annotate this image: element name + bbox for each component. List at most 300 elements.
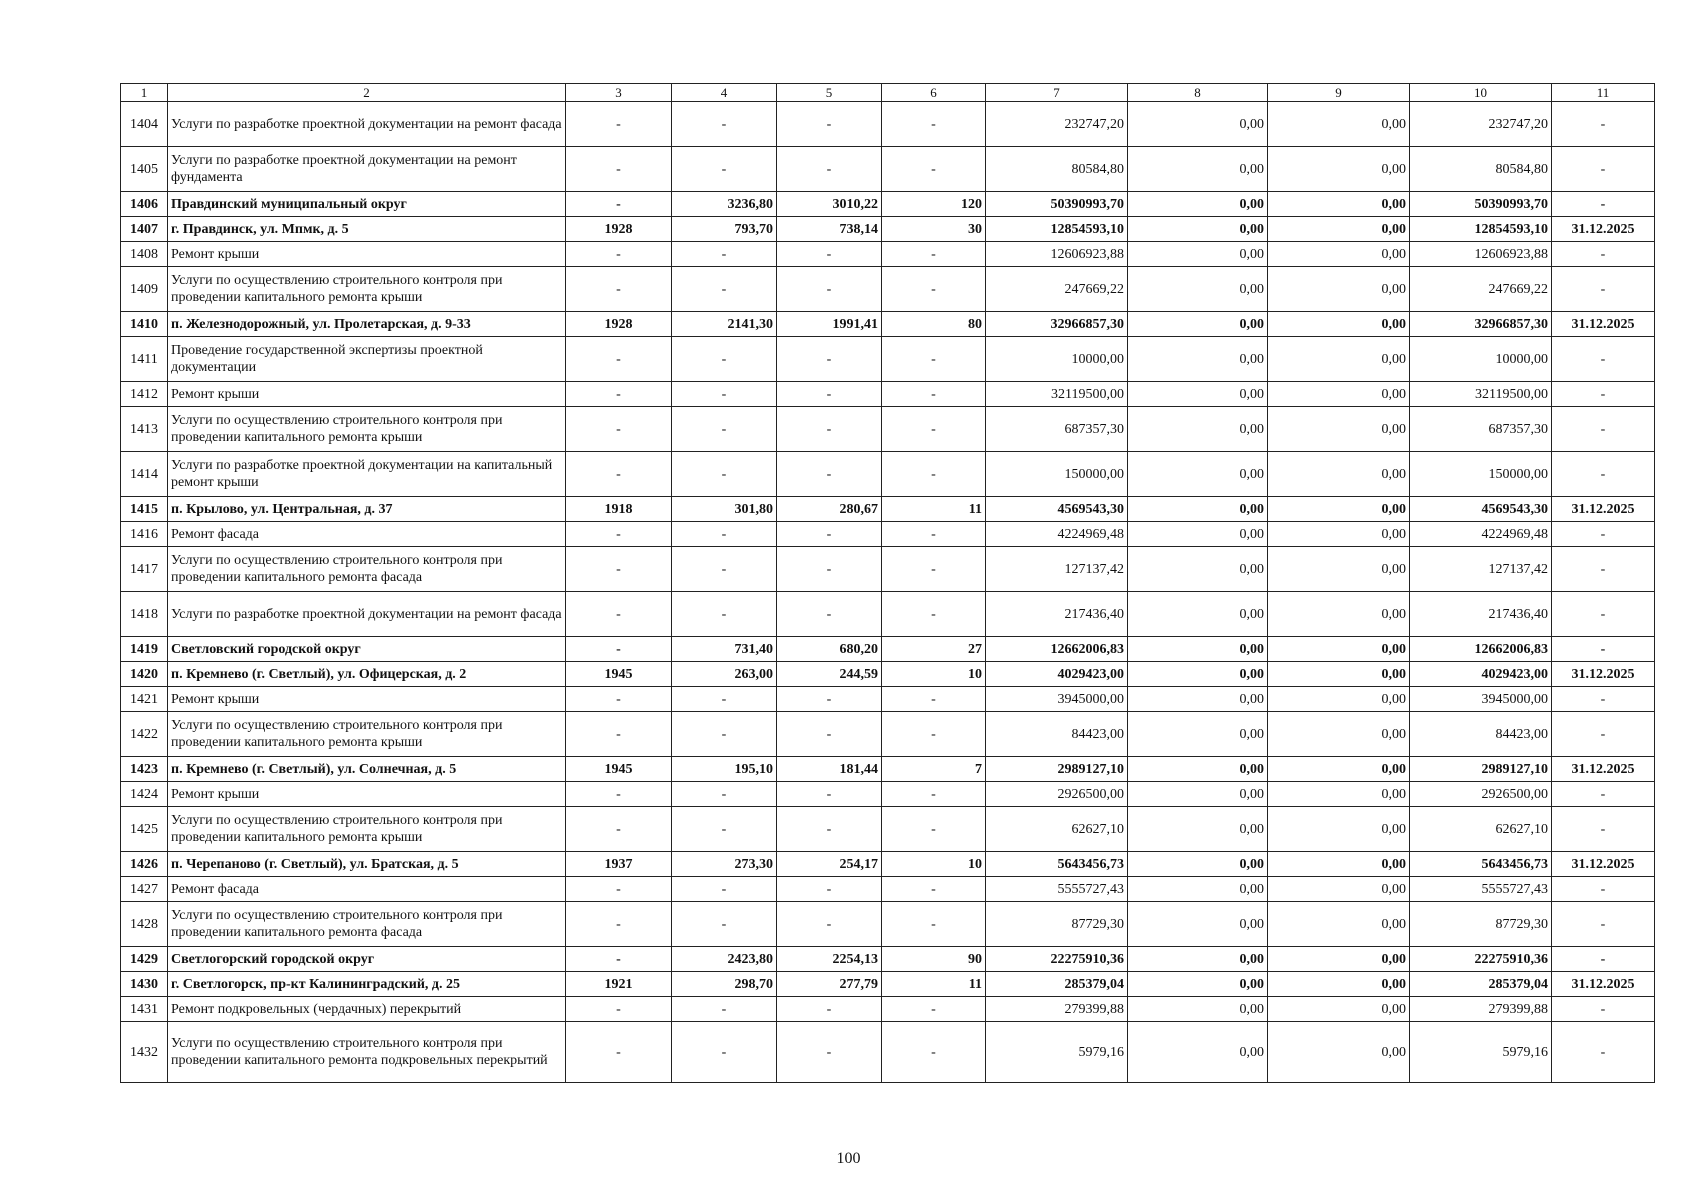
col11-cell: 31.12.2025: [1552, 497, 1655, 522]
item-name-cell: п. Кремнево (г. Светлый), ул. Офицерская, д. 2: [168, 662, 566, 687]
col3-cell: -: [566, 267, 672, 312]
col10-cell: 4029423,00: [1410, 662, 1552, 687]
row-number-cell: 1427: [121, 877, 168, 902]
col7-cell: 50390993,70: [986, 192, 1128, 217]
table-row: [121, 592, 1655, 637]
col6-cell: -: [882, 687, 986, 712]
col5-cell: -: [777, 337, 882, 382]
item-name-cell: Услуги по осуществлению строительного контроля при проведении капитального ремонта фасада: [168, 902, 566, 947]
col10-cell: 50390993,70: [1410, 192, 1552, 217]
col7-cell: 3945000,00: [986, 687, 1128, 712]
column-header: 7: [986, 84, 1128, 102]
col4-cell: 298,70: [672, 972, 777, 997]
col9-cell: 0,00: [1268, 242, 1410, 267]
table-row: [121, 147, 1655, 192]
table-row: [121, 217, 1655, 242]
col5-cell: -: [777, 382, 882, 407]
col9-cell: 0,00: [1268, 1022, 1410, 1083]
item-name-cell: п. Кремнево (г. Светлый), ул. Солнечная, д. 5: [168, 757, 566, 782]
col5-cell: 181,44: [777, 757, 882, 782]
col7-cell: 12606923,88: [986, 242, 1128, 267]
table-body: [121, 84, 1655, 1083]
item-name-cell: Ремонт фасада: [168, 522, 566, 547]
col4-cell: -: [672, 902, 777, 947]
table-row: [121, 192, 1655, 217]
col8-cell: 0,00: [1128, 592, 1268, 637]
table-row: [121, 242, 1655, 267]
col3-cell: 1945: [566, 757, 672, 782]
col10-cell: 5979,16: [1410, 1022, 1552, 1083]
col6-cell: -: [882, 547, 986, 592]
col9-cell: 0,00: [1268, 522, 1410, 547]
col7-cell: 12854593,10: [986, 217, 1128, 242]
col10-cell: 2926500,00: [1410, 782, 1552, 807]
col7-cell: 87729,30: [986, 902, 1128, 947]
col9-cell: 0,00: [1268, 267, 1410, 312]
col10-cell: 3945000,00: [1410, 687, 1552, 712]
col6-cell: -: [882, 337, 986, 382]
row-number-cell: 1425: [121, 807, 168, 852]
col3-cell: -: [566, 192, 672, 217]
col6-cell: -: [882, 382, 986, 407]
col4-cell: -: [672, 522, 777, 547]
col3-cell: -: [566, 782, 672, 807]
col11-cell: -: [1552, 782, 1655, 807]
col6-cell: -: [882, 592, 986, 637]
row-number-cell: 1420: [121, 662, 168, 687]
col10-cell: 2989127,10: [1410, 757, 1552, 782]
col3-cell: 1937: [566, 852, 672, 877]
table-row: [121, 407, 1655, 452]
col10-cell: 4224969,48: [1410, 522, 1552, 547]
col4-cell: -: [672, 687, 777, 712]
col7-cell: 4029423,00: [986, 662, 1128, 687]
table-row: [121, 312, 1655, 337]
col5-cell: 2254,13: [777, 947, 882, 972]
table-row: [121, 972, 1655, 997]
col8-cell: 0,00: [1128, 687, 1268, 712]
col9-cell: 0,00: [1268, 452, 1410, 497]
item-name-cell: Ремонт крыши: [168, 782, 566, 807]
item-name-cell: Ремонт подкровельных (чердачных) перекрытий: [168, 997, 566, 1022]
row-number-cell: 1421: [121, 687, 168, 712]
item-name-cell: Ремонт крыши: [168, 242, 566, 267]
col7-cell: 285379,04: [986, 972, 1128, 997]
row-number-cell: 1417: [121, 547, 168, 592]
row-number-cell: 1412: [121, 382, 168, 407]
col10-cell: 12854593,10: [1410, 217, 1552, 242]
col9-cell: 0,00: [1268, 947, 1410, 972]
column-header: 2: [168, 84, 566, 102]
col5-cell: -: [777, 877, 882, 902]
col11-cell: -: [1552, 687, 1655, 712]
col9-cell: 0,00: [1268, 102, 1410, 147]
row-number-cell: 1424: [121, 782, 168, 807]
col8-cell: 0,00: [1128, 902, 1268, 947]
col3-cell: -: [566, 337, 672, 382]
col10-cell: 150000,00: [1410, 452, 1552, 497]
col4-cell: -: [672, 147, 777, 192]
col5-cell: -: [777, 592, 882, 637]
table-row: [121, 807, 1655, 852]
col8-cell: 0,00: [1128, 852, 1268, 877]
col7-cell: 2989127,10: [986, 757, 1128, 782]
col8-cell: 0,00: [1128, 522, 1268, 547]
col3-cell: 1921: [566, 972, 672, 997]
col9-cell: 0,00: [1268, 782, 1410, 807]
col6-cell: -: [882, 997, 986, 1022]
col7-cell: 32966857,30: [986, 312, 1128, 337]
col5-cell: 680,20: [777, 637, 882, 662]
col10-cell: 84423,00: [1410, 712, 1552, 757]
col5-cell: -: [777, 407, 882, 452]
col8-cell: 0,00: [1128, 102, 1268, 147]
col7-cell: 4224969,48: [986, 522, 1128, 547]
col9-cell: 0,00: [1268, 997, 1410, 1022]
item-name-cell: Услуги по разработке проектной документации на ремонт фундамента: [168, 147, 566, 192]
col4-cell: 273,30: [672, 852, 777, 877]
table-row: [121, 1022, 1655, 1083]
col8-cell: 0,00: [1128, 972, 1268, 997]
item-name-cell: п. Черепаново (г. Светлый), ул. Братская, д. 5: [168, 852, 566, 877]
col4-cell: 793,70: [672, 217, 777, 242]
table-row: [121, 712, 1655, 757]
col11-cell: -: [1552, 267, 1655, 312]
col3-cell: -: [566, 947, 672, 972]
col4-cell: -: [672, 382, 777, 407]
col5-cell: -: [777, 102, 882, 147]
row-number-cell: 1430: [121, 972, 168, 997]
item-name-cell: Услуги по осуществлению строительного контроля при проведении капитального ремонта крыши: [168, 807, 566, 852]
column-header: 10: [1410, 84, 1552, 102]
col3-cell: -: [566, 522, 672, 547]
col11-cell: -: [1552, 547, 1655, 592]
col6-cell: 30: [882, 217, 986, 242]
col3-cell: -: [566, 452, 672, 497]
row-number-cell: 1413: [121, 407, 168, 452]
col4-cell: -: [672, 407, 777, 452]
col4-cell: -: [672, 242, 777, 267]
col10-cell: 687357,30: [1410, 407, 1552, 452]
col7-cell: 84423,00: [986, 712, 1128, 757]
col9-cell: 0,00: [1268, 687, 1410, 712]
col8-cell: 0,00: [1128, 192, 1268, 217]
item-name-cell: Ремонт крыши: [168, 687, 566, 712]
col11-cell: -: [1552, 947, 1655, 972]
column-header: 5: [777, 84, 882, 102]
col4-cell: -: [672, 102, 777, 147]
item-name-cell: Услуги по осуществлению строительного контроля при проведении капитального ремонта крыши: [168, 712, 566, 757]
row-number-cell: 1423: [121, 757, 168, 782]
col4-cell: -: [672, 712, 777, 757]
column-header: 1: [121, 84, 168, 102]
table-row: [121, 997, 1655, 1022]
col8-cell: 0,00: [1128, 712, 1268, 757]
col10-cell: 62627,10: [1410, 807, 1552, 852]
col5-cell: 254,17: [777, 852, 882, 877]
data-table: [120, 83, 1655, 1083]
col11-cell: -: [1552, 147, 1655, 192]
col9-cell: 0,00: [1268, 547, 1410, 592]
col8-cell: 0,00: [1128, 782, 1268, 807]
col9-cell: 0,00: [1268, 147, 1410, 192]
col8-cell: 0,00: [1128, 947, 1268, 972]
column-header: 4: [672, 84, 777, 102]
col7-cell: 279399,88: [986, 997, 1128, 1022]
col9-cell: 0,00: [1268, 637, 1410, 662]
col4-cell: -: [672, 267, 777, 312]
col6-cell: -: [882, 452, 986, 497]
col11-cell: -: [1552, 997, 1655, 1022]
row-number-cell: 1422: [121, 712, 168, 757]
col10-cell: 232747,20: [1410, 102, 1552, 147]
col10-cell: 247669,22: [1410, 267, 1552, 312]
col3-cell: 1928: [566, 217, 672, 242]
row-number-cell: 1429: [121, 947, 168, 972]
table-row: [121, 947, 1655, 972]
col10-cell: 32966857,30: [1410, 312, 1552, 337]
col4-cell: 3236,80: [672, 192, 777, 217]
col7-cell: 4569543,30: [986, 497, 1128, 522]
row-number-cell: 1431: [121, 997, 168, 1022]
column-header: 11: [1552, 84, 1655, 102]
col3-cell: -: [566, 637, 672, 662]
col5-cell: 277,79: [777, 972, 882, 997]
col5-cell: -: [777, 267, 882, 312]
col6-cell: -: [882, 782, 986, 807]
row-number-cell: 1416: [121, 522, 168, 547]
item-name-cell: г. Светлогорск, пр-кт Калининградский, д. 25: [168, 972, 566, 997]
col3-cell: -: [566, 687, 672, 712]
col7-cell: 217436,40: [986, 592, 1128, 637]
item-name-cell: Услуги по осуществлению строительного контроля при проведении капитального ремонта крыши: [168, 407, 566, 452]
col6-cell: 10: [882, 662, 986, 687]
item-name-cell: Правдинский муниципальный округ: [168, 192, 566, 217]
col11-cell: -: [1552, 592, 1655, 637]
col4-cell: 301,80: [672, 497, 777, 522]
col3-cell: -: [566, 547, 672, 592]
col6-cell: -: [882, 147, 986, 192]
col10-cell: 80584,80: [1410, 147, 1552, 192]
page-number: 100: [836, 1150, 861, 1167]
col11-cell: 31.12.2025: [1552, 852, 1655, 877]
col5-cell: 3010,22: [777, 192, 882, 217]
col6-cell: -: [882, 407, 986, 452]
table-row: [121, 687, 1655, 712]
item-name-cell: Услуги по осуществлению строительного контроля при проведении капитального ремонта крыши: [168, 267, 566, 312]
col4-cell: 2423,80: [672, 947, 777, 972]
col9-cell: 0,00: [1268, 712, 1410, 757]
col10-cell: 12662006,83: [1410, 637, 1552, 662]
col7-cell: 247669,22: [986, 267, 1128, 312]
item-name-cell: Ремонт фасада: [168, 877, 566, 902]
col3-cell: -: [566, 592, 672, 637]
col7-cell: 5979,16: [986, 1022, 1128, 1083]
col11-cell: -: [1552, 452, 1655, 497]
col9-cell: 0,00: [1268, 877, 1410, 902]
col9-cell: 0,00: [1268, 807, 1410, 852]
col4-cell: -: [672, 452, 777, 497]
col6-cell: 11: [882, 972, 986, 997]
col11-cell: 31.12.2025: [1552, 662, 1655, 687]
col10-cell: 279399,88: [1410, 997, 1552, 1022]
row-number-cell: 1409: [121, 267, 168, 312]
col7-cell: 5643456,73: [986, 852, 1128, 877]
row-number-cell: 1405: [121, 147, 168, 192]
col5-cell: -: [777, 522, 882, 547]
col8-cell: 0,00: [1128, 382, 1268, 407]
col7-cell: 10000,00: [986, 337, 1128, 382]
table-row: [121, 757, 1655, 782]
col4-cell: -: [672, 877, 777, 902]
col8-cell: 0,00: [1128, 497, 1268, 522]
col6-cell: -: [882, 267, 986, 312]
col6-cell: 90: [882, 947, 986, 972]
col8-cell: 0,00: [1128, 217, 1268, 242]
col8-cell: 0,00: [1128, 547, 1268, 592]
col8-cell: 0,00: [1128, 877, 1268, 902]
col10-cell: 127137,42: [1410, 547, 1552, 592]
col9-cell: 0,00: [1268, 852, 1410, 877]
col11-cell: 31.12.2025: [1552, 972, 1655, 997]
col9-cell: 0,00: [1268, 902, 1410, 947]
col5-cell: 1991,41: [777, 312, 882, 337]
col8-cell: 0,00: [1128, 997, 1268, 1022]
col11-cell: -: [1552, 407, 1655, 452]
row-number-cell: 1404: [121, 102, 168, 147]
item-name-cell: Услуги по разработке проектной документации на капитальный ремонт крыши: [168, 452, 566, 497]
table-row: [121, 637, 1655, 662]
row-number-cell: 1426: [121, 852, 168, 877]
col6-cell: -: [882, 902, 986, 947]
item-name-cell: Проведение государственной экспертизы проектной документации: [168, 337, 566, 382]
row-number-cell: 1408: [121, 242, 168, 267]
col9-cell: 0,00: [1268, 337, 1410, 382]
col10-cell: 87729,30: [1410, 902, 1552, 947]
row-number-cell: 1415: [121, 497, 168, 522]
col3-cell: -: [566, 242, 672, 267]
col10-cell: 10000,00: [1410, 337, 1552, 382]
col6-cell: 7: [882, 757, 986, 782]
column-header: 9: [1268, 84, 1410, 102]
col6-cell: 11: [882, 497, 986, 522]
col7-cell: 80584,80: [986, 147, 1128, 192]
column-header: 8: [1128, 84, 1268, 102]
row-number-cell: 1414: [121, 452, 168, 497]
column-header: 6: [882, 84, 986, 102]
row-number-cell: 1410: [121, 312, 168, 337]
col9-cell: 0,00: [1268, 662, 1410, 687]
col4-cell: -: [672, 592, 777, 637]
col11-cell: -: [1552, 902, 1655, 947]
col9-cell: 0,00: [1268, 497, 1410, 522]
col5-cell: -: [777, 782, 882, 807]
col7-cell: 2926500,00: [986, 782, 1128, 807]
col8-cell: 0,00: [1128, 1022, 1268, 1083]
row-number-cell: 1419: [121, 637, 168, 662]
col5-cell: -: [777, 902, 882, 947]
col3-cell: -: [566, 712, 672, 757]
col10-cell: 285379,04: [1410, 972, 1552, 997]
col3-cell: -: [566, 382, 672, 407]
table-row: [121, 452, 1655, 497]
col10-cell: 5555727,43: [1410, 877, 1552, 902]
col11-cell: 31.12.2025: [1552, 217, 1655, 242]
row-number-cell: 1432: [121, 1022, 168, 1083]
col11-cell: -: [1552, 637, 1655, 662]
table-row: [121, 547, 1655, 592]
col3-cell: -: [566, 877, 672, 902]
item-name-cell: Светлогорский городской округ: [168, 947, 566, 972]
col8-cell: 0,00: [1128, 312, 1268, 337]
col11-cell: -: [1552, 192, 1655, 217]
table-row: [121, 337, 1655, 382]
col9-cell: 0,00: [1268, 407, 1410, 452]
col10-cell: 217436,40: [1410, 592, 1552, 637]
col4-cell: 2141,30: [672, 312, 777, 337]
col6-cell: -: [882, 712, 986, 757]
col9-cell: 0,00: [1268, 312, 1410, 337]
col9-cell: 0,00: [1268, 757, 1410, 782]
col7-cell: 22275910,36: [986, 947, 1128, 972]
col3-cell: -: [566, 407, 672, 452]
col3-cell: -: [566, 1022, 672, 1083]
col4-cell: 195,10: [672, 757, 777, 782]
col6-cell: 120: [882, 192, 986, 217]
item-name-cell: п. Железнодорожный, ул. Пролетарская, д. 9-33: [168, 312, 566, 337]
col9-cell: 0,00: [1268, 217, 1410, 242]
table-row: [121, 522, 1655, 547]
table-row: [121, 662, 1655, 687]
col7-cell: 232747,20: [986, 102, 1128, 147]
col3-cell: 1928: [566, 312, 672, 337]
table-row: [121, 877, 1655, 902]
col11-cell: -: [1552, 877, 1655, 902]
col5-cell: -: [777, 712, 882, 757]
table-row: [121, 267, 1655, 312]
table-row: [121, 382, 1655, 407]
col11-cell: -: [1552, 807, 1655, 852]
col7-cell: 127137,42: [986, 547, 1128, 592]
col5-cell: -: [777, 452, 882, 497]
col6-cell: 27: [882, 637, 986, 662]
col4-cell: -: [672, 807, 777, 852]
col11-cell: -: [1552, 1022, 1655, 1083]
row-number-cell: 1406: [121, 192, 168, 217]
table-row: [121, 497, 1655, 522]
table-row: [121, 102, 1655, 147]
column-header: 3: [566, 84, 672, 102]
col6-cell: -: [882, 877, 986, 902]
col6-cell: -: [882, 807, 986, 852]
col3-cell: -: [566, 102, 672, 147]
col5-cell: -: [777, 687, 882, 712]
col7-cell: 32119500,00: [986, 382, 1128, 407]
col8-cell: 0,00: [1128, 147, 1268, 192]
col5-cell: -: [777, 547, 882, 592]
col7-cell: 687357,30: [986, 407, 1128, 452]
col6-cell: -: [882, 102, 986, 147]
row-number-cell: 1428: [121, 902, 168, 947]
row-number-cell: 1411: [121, 337, 168, 382]
col11-cell: -: [1552, 522, 1655, 547]
item-name-cell: г. Правдинск, ул. Мпмк, д. 5: [168, 217, 566, 242]
col11-cell: 31.12.2025: [1552, 312, 1655, 337]
item-name-cell: Услуги по осуществлению строительного контроля при проведении капитального ремонта подкровельных перекрытий: [168, 1022, 566, 1083]
col8-cell: 0,00: [1128, 757, 1268, 782]
col3-cell: -: [566, 147, 672, 192]
col11-cell: -: [1552, 382, 1655, 407]
